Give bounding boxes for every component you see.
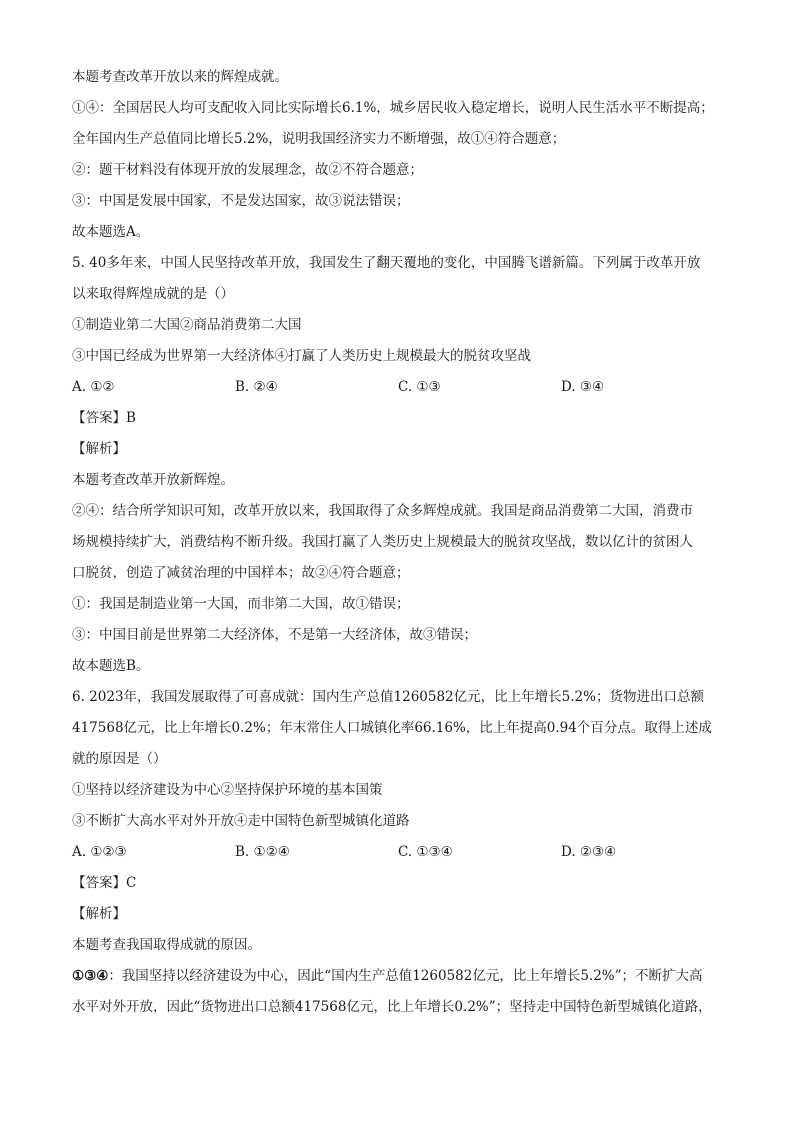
question-6-stem: 417568亿元，比上年增长0.2%；年末常住人口城镇化率66.16%，比上年提高0.94个百分点。取得上述成: [72, 720, 712, 736]
analysis-bold-marker: ①③④: [72, 968, 109, 984]
option-d: D. ②③④: [561, 844, 617, 860]
question-5-options: [72, 372, 740, 403]
analysis-text: ：我国坚持以经济建设为中心，因此“国内生产总值1260582亿元，比上年增长5.2%”；不断扩大高: [108, 968, 703, 984]
answer-label: 【答案】C: [72, 875, 137, 891]
question-5-stem: 5. 40多年来，中国人民坚持改革开放，我国发生了翻天覆地的变化，中国腾飞谱新篇。下列属于改革开放: [72, 255, 701, 271]
analysis-line: 场规模持续扩大，消费结构不断升级。我国打赢了人类历史上规模最大的脱贫攻坚战，数以亿计的贫困人: [72, 534, 693, 550]
option-b: B. ①②④: [235, 844, 290, 860]
analysis-line: 本题考查改革开放新辉煌。: [72, 472, 234, 488]
analysis-line: ③：中国目前是世界第二大经济体，不是第一大经济体，故③错误；: [72, 627, 477, 643]
question-6-stem: 6. 2023年，我国发展取得了可喜成就：国内生产总值1260582亿元，比上年增长5.2%；货物进出口总额: [72, 689, 704, 705]
question-6-options: [72, 837, 740, 868]
analysis-line: 水平对外开放，因此“货物进出口总额417568亿元，比上年增长0.2%”；坚持走中国特色新型城镇化道路，: [72, 999, 712, 1015]
option-b: B. ②④: [235, 379, 278, 395]
text-line: ②：题干材料没有体现开放的发展理念，故②不符合题意；: [72, 162, 423, 178]
analysis-line: 口脱贫，创造了减贫治理的中国样本；故②④符合题意；: [72, 565, 410, 581]
question-5-items: ③中国已经成为世界第一大经济体④打赢了人类历史上规模最大的脱贫攻坚战: [72, 348, 531, 364]
answer-label: 【答案】B: [72, 410, 136, 426]
option-d: D. ③④: [561, 379, 605, 395]
analysis-line: ②④：结合所学知识可知，改革开放以来，我国取得了众多辉煌成就。我国是商品消费第二大国，消费市: [72, 503, 693, 519]
option-a: A. ①②③: [72, 844, 127, 860]
document-page: [72, 62, 740, 1023]
analysis-line: ①：我国是制造业第一大国，而非第二大国，故①错误；: [72, 596, 410, 612]
question-6-items: ③不断扩大高水平对外开放④走中国特色新型城镇化道路: [72, 813, 410, 829]
text-line: 全年国内生产总值同比增长5.2%，说明我国经济实力不断增强，故①④符合题意；: [72, 131, 566, 147]
analysis-line: 故本题选B。: [72, 658, 150, 674]
option-a: A. ①②: [72, 379, 115, 395]
question-5-items: ①制造业第二大国②商品消费第二大国: [72, 317, 302, 333]
analysis-line: [72, 961, 740, 992]
text-line: ①④：全国居民人均可支配收入同比实际增长6.1%，城乡居民收入稳定增长，说明人民生活水平不断提高；: [72, 100, 714, 116]
text-line: 故本题选A。: [72, 224, 150, 240]
question-6-items: ①坚持以经济建设为中心②坚持保护环境的基本国策: [72, 782, 383, 798]
question-5-stem: 以来取得辉煌成就的是（）: [72, 286, 234, 302]
analysis-label: 【解析】: [72, 906, 126, 922]
text-line: 本题考查改革开放以来的辉煌成就。: [72, 69, 288, 85]
analysis-line: 本题考查我国取得成就的原因。: [72, 937, 261, 953]
text-line: ③：中国是发展中国家，不是发达国家，故③说法错误；: [72, 193, 410, 209]
option-c: C. ①③④: [398, 844, 453, 860]
analysis-label: 【解析】: [72, 441, 126, 457]
question-6-stem: 就的原因是（）: [72, 751, 167, 767]
option-c: C. ①③: [398, 379, 441, 395]
